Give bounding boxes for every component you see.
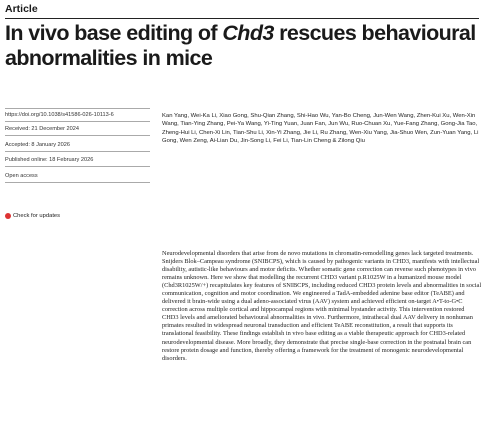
abstract-text: Neurodevelopmental disorders that arise from de novo mutations in chromatin-remodelling genes lack targeted treatments. Snijders Blok–Campeau syndrome (SNIBCPS), which is caused by pathogenic variants in CHD3, manifests with intellectual disability, autistic-like behaviours and motor deficits. Whether somatic gene correction can reverse such phenotypes in vivo remains unknown. Here we show that modelling the recurrent CHD3 variant p.R1025W in a humanized mouse model (Chd3R1025W/+) recapitulates key features of SNIBCPS, including reduced CHD3 protein levels and abnormalities in social communication, cognition and motor coordination. We engineered a TadA-embedded adenine base editor (TeABE) and delivered it brain-wide using a dual adeno-associated virus (AAV) system and achieved efficient on-target A•T-to-G•C correction across multiple cortical and hippocampal regions with minimal bystander activity. This intervention restored CHD3 levels and ameliorated behavioural abnormalities in vivo. Furthermore, intrathecal dual AAV delivery in nonhuman primates resulted in widespread neuronal transduction and efficient TeABE reconstitution, a result that supports its translational feasibility. These findings establish in vivo base editing as a viable therapeutic approach for CHD3-related neurodevelopmental disease. More broadly, they demonstrate that precise single-base correction in the postnatal brain can restore protein dosage and function, thereby offering a framework for the treatment of monogenic neurodevelopmental disorders. (162, 250, 482, 362)
published-date: Published online: 18 February 2026 (5, 157, 94, 163)
author-list: Kan Yang, Wei-Ka Li, Xiao Gong, Shu-Qian Zhang, Shi-Hao Wu, Yan-Bo Cheng, Jun-Wen Wang, Zhen-Kui Xu, Wen-Xin Wang, Tian-Ying Zhang, Pei-Ya Wang, Yi-Ting Yuan, Juan Fan, Jun Wu, Ruo-Chuan Xu, Yue-Fang Zhang, Gong-Jia Tao, Zheng-Hui Li, Chen-Xi Lin, Tian-Shu Li, Xin-Yi Zhang, Jie Li, Ru Zhang, Wen-Xiu Yang, Jia-Shuo Wen, Zun-Yuan Yang, Li Gong, Wen Zeng, Ai-Lian Du, Jin-Song Li, Fei Li, Tian-Lin Cheng & Zilong Qiu (162, 113, 479, 144)
meta-divider (5, 166, 150, 167)
open-access-label: Open access (5, 173, 38, 179)
gene-name: Chd3 (222, 21, 274, 45)
article-type-label: Article (5, 3, 38, 15)
meta-divider (5, 108, 150, 109)
meta-divider (5, 182, 150, 183)
meta-divider (5, 135, 150, 136)
update-check-icon (5, 213, 11, 219)
check-for-updates-link[interactable] (5, 213, 60, 219)
article-title: In vivo base editing of Chd3 rescues behavioural abnormalities in mice (5, 21, 476, 70)
doi-link[interactable]: https://doi.org/10.1038/s41586-026-10113-6 (5, 112, 114, 118)
meta-divider (5, 121, 150, 122)
accepted-date: Accepted: 8 January 2026 (5, 142, 70, 148)
meta-divider (5, 151, 150, 152)
header-rule (5, 18, 479, 19)
check-for-updates-label: Check for updates (13, 213, 61, 219)
received-date: Received: 21 December 2024 (5, 126, 80, 132)
